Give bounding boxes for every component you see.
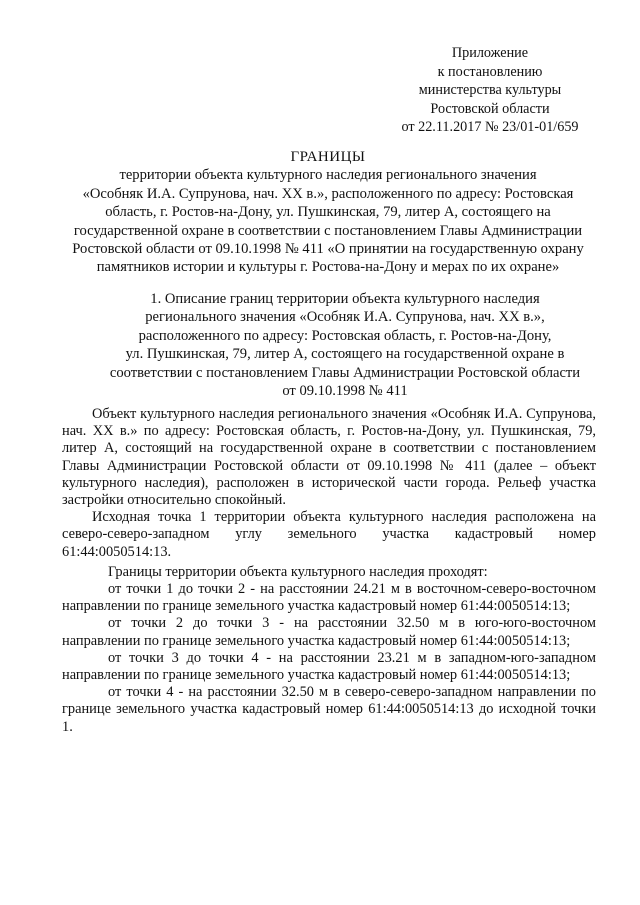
title-heading: ГРАНИЦЫ: [290, 149, 366, 165]
paragraph-object-description: Объект культурного наследия регионального значения «Особняк И.А. Супрунова, нач. XX в.» по адресу: Ростовская область, г. Ростов-на-Дону, ул. Пушкинская, 79, литер А, состоящий на государственной охране в соответствии с постановлением Главы Администрации Ростовской области от 09.10.1998 № 411 (далее – объект культурного наследия), расположен в исторической части города. Рельеф участка застройки относительно спокойный.: [62, 406, 596, 509]
appendix-line: министерства культуры: [418, 82, 562, 99]
section-line: регионального значения «Особняк И.А. Супрунова, нач. XX в.»,: [145, 309, 545, 326]
appendix-line: Ростовской области: [430, 100, 550, 117]
appendix-line: от 22.11.2017 № 23/01-01/659: [401, 119, 579, 136]
paragraph-segment-4-1: от точки 4 - на расстоянии 32.50 м в северо-северо-западном направлении по границе земельного участка кадастровый номер 61:44:0050514:13 до исходной точки 1.: [62, 684, 596, 735]
title-line: область, г. Ростов-на-Дону, ул. Пушкинская, 79, литер А, состоящего на: [105, 204, 551, 221]
section-line: соответствии с постановлением Главы Администрации Ростовской области: [109, 364, 581, 381]
document-title: [50, 148, 606, 277]
section-line: от 09.10.1998 № 411: [282, 383, 408, 400]
section-line: расположенного по адресу: Ростовская область, г. Ростов-на-Дону,: [138, 327, 552, 344]
paragraph-boundaries-intro: Границы территории объекта культурного наследия проходят:: [108, 563, 488, 580]
title-line: Ростовской области от 09.10.1998 № 411 «О принятии на государственную охрану: [72, 241, 584, 258]
document-body: [62, 406, 596, 736]
paragraph-segment-3-4: от точки 3 до точки 4 - на расстоянии 23.21 м в западном-юго-западном направлении по границе земельного участка кадастровый номер 61:44:0050514:13;: [62, 649, 596, 684]
section-line: ул. Пушкинская, 79, литер А, состоящего на государственной охране в: [125, 346, 565, 363]
title-line: государственной охране в соответствии с постановлением Главы Администрации: [73, 222, 583, 239]
title-line: памятников истории и культуры г. Ростова-на-Дону и мерах по их охране»: [96, 259, 560, 276]
paragraph-segment-1-2: от точки 1 до точки 2 - на расстоянии 24.21 м в восточном-северо-восточном направлении по границе земельного участка кадастровый номер 61:44:0050514:13;: [62, 581, 596, 615]
paragraph-start-point: Исходная точка 1 территории объекта культурного наследия расположена на северо-северо-западном углу земельного участка кадастровый номер 61:44:0050514:13.: [62, 509, 596, 560]
appendix-line: к постановлению: [437, 63, 543, 80]
appendix-line: Приложение: [451, 45, 529, 61]
appendix-block: [380, 44, 600, 137]
section-heading: [80, 290, 610, 400]
title-line: «Особняк И.А. Супрунова, нач. XX в.», расположенного по адресу: Ростовская: [82, 185, 574, 202]
title-line: территории объекта культурного наследия регионального значения: [119, 167, 537, 184]
section-line: 1. Описание границ территории объекта культурного наследия: [150, 291, 540, 307]
paragraph-segment-2-3: от точки 2 до точки 3 - на расстоянии 32.50 м в юго-юго-восточном направлении по границе земельного участка кадастровый номер 61:44:0050514:13;: [62, 615, 596, 649]
